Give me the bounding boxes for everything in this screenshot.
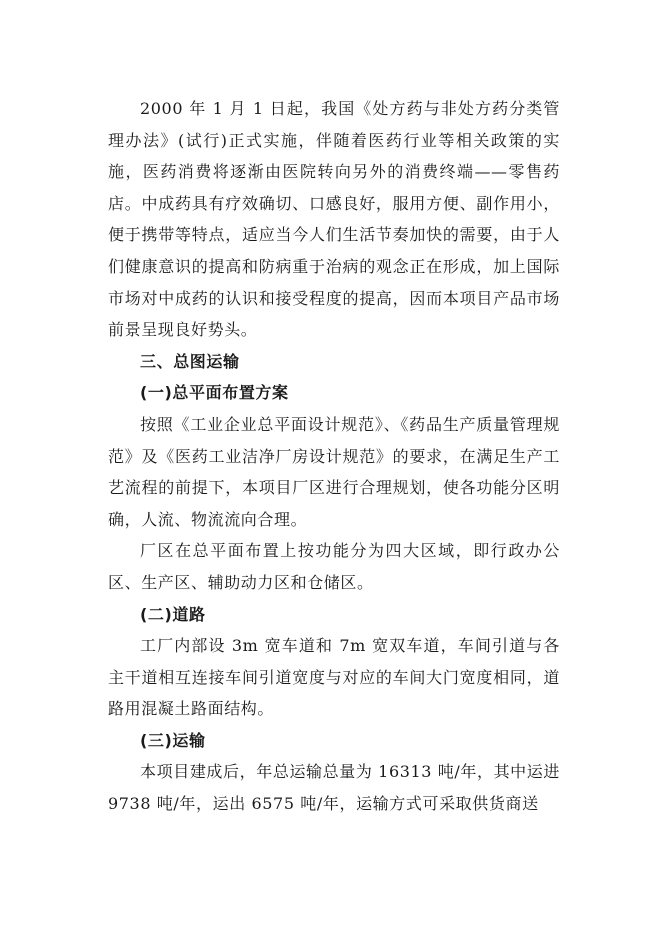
site-plan-paragraph-1: 按照《工业企业总平面设计规范》、《药品生产质量管理规范》及《医药工业洁净厂房设计规范》的要求，在满足生产工艺流程的前提下，本项目厂区进行合理规划，使各功能分区明确，人流、物流流向合理。 [108,414,560,529]
document-body [108,93,560,820]
intro-paragraph: 2000 年 1 月 1 日起，我国《处方药与非处方药分类管理办法》(试行)正式实施，伴随着医药行业等相关政策的实施，医药消费将逐渐由医院转向另外的消费终端——零售药店。中成药具有疗效确切、口感良好，服用方便、副作用小，便于携带等特点，适应当今人们生活节奏加快的需要，由于人们健康意识的提高和防病重于治病的观念正在形成，加上国际市场对中成药的认识和接受程度的提高，因而本项目产品市场前景呈现良好势头。 [108,99,560,340]
transport-paragraph: 本项目建成后，年总运输总量为 16313 吨/年，其中运进 9738 吨/年，运出 6575 吨/年，运输方式可采取供货商送 [108,762,560,814]
section-heading-general-layout-transport: 三、总图运输 [140,351,240,371]
subsection-heading-site-plan: (一)总平面布置方案 [140,383,289,403]
subsection-heading-roads: (二)道路 [140,604,206,624]
roads-paragraph: 工厂内部设 3m 宽车道和 7m 宽双车道，车间引道与各主干道相互连接车间引道宽度与对应的车间大门宽度相同，道路用混凝土路面结构。 [108,636,560,719]
site-plan-paragraph-2: 厂区在总平面布置上按功能分为四大区域，即行政办公区、生产区、辅助动力区和仓储区。 [108,541,560,592]
subsection-heading-transport: (三)运输 [140,730,206,750]
